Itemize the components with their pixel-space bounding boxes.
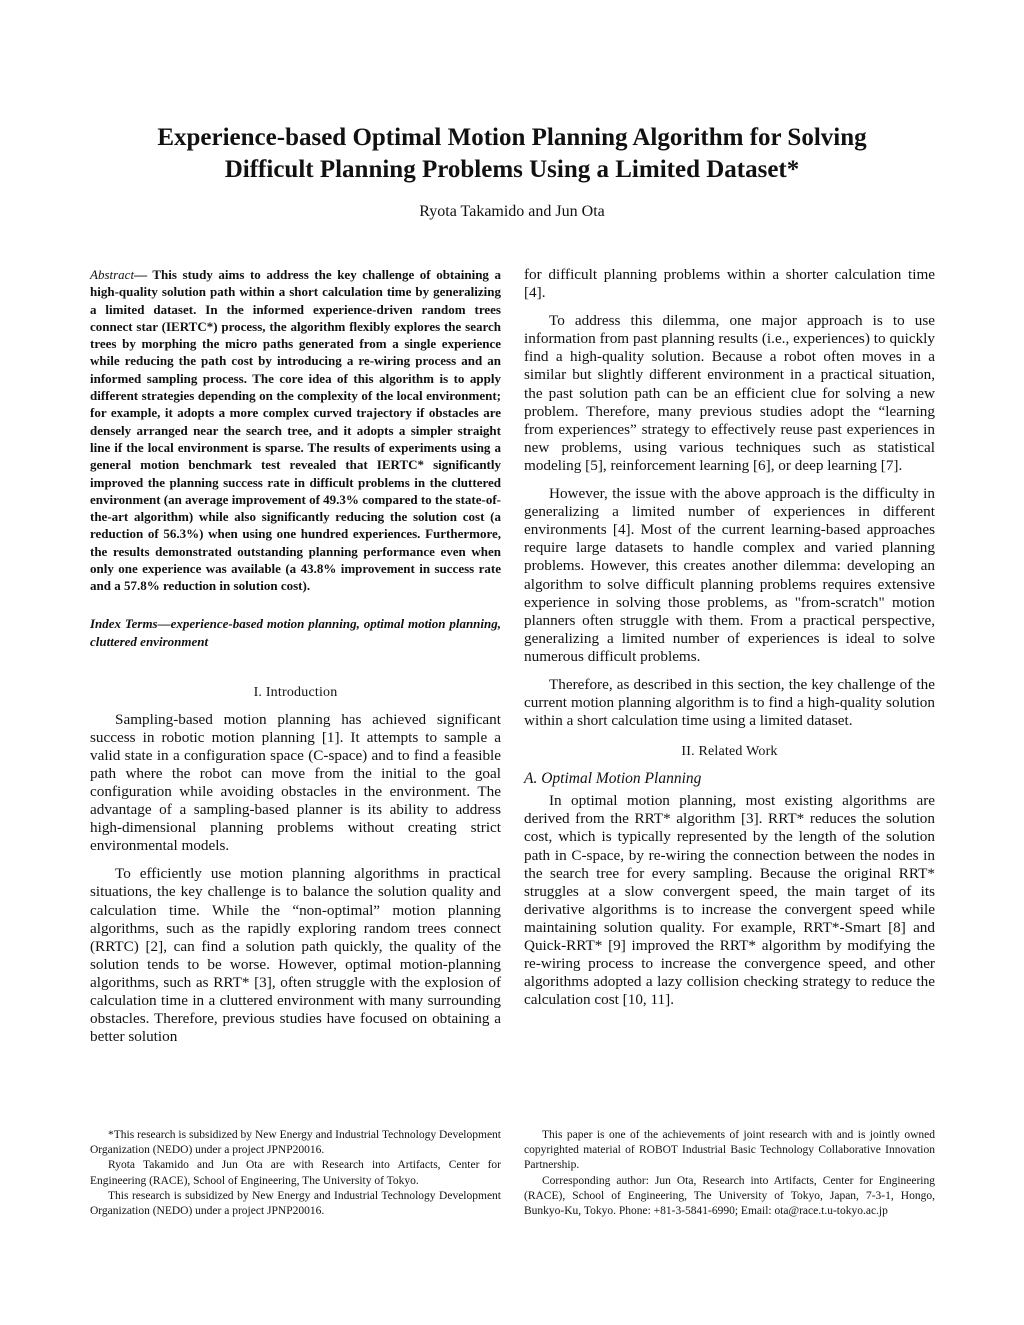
title-line-2: Difficult Planning Problems Using a Limited Dataset*: [224, 156, 800, 183]
section-heading-related-work: II. Related Work: [681, 744, 778, 760]
intro-paragraph-5: Therefore, as described in this section, the key challenge of the current motion planning algorithm is to find a high-quality solution within a short calculation time using a limited dataset.: [524, 675, 935, 730]
footnote-funding: *This research is subsidized by New Energy and Industrial Technology Development Organization (NEDO) under a project JPNP20016.: [90, 1129, 501, 1157]
intro-paragraph-2: To efficiently use motion planning algorithms in practical situations, the key challenge is to balance the solution quality and calculation time. While the “non-optimal” motion planning algorithms, such as the rapidly exploring random trees connect (RRTC) [2], can find a solution path quickly, the quality of the solution tends to be worse. However, optimal motion-planning algorithms, such as RRT* [3], often struggle with the explosion of calculation time in a cluttered environment with many surrounding obstacles. Therefore, previous studies have focused on obtaining a better solution: [90, 865, 501, 1046]
intro-paragraph-4: However, the issue with the above approach is the difficulty in generalizing a limited number of experiences in different environments [4]. Most of the current learning-based approaches require large datasets to handle complex and varied planning problems. However, this creates another dilemma: developing an algorithm to solve difficult planning problems requires extensive experience in solving those problems, as "from-scratch" motion planners often struggle with them. From a practical perspective, generalizing a limited number of experiences is ideal to solve numerous difficult problems.: [524, 485, 935, 665]
related-work-paragraph-1: In optimal motion planning, most existing algorithms are derived from the RRT* algorithm [3]. RRT* reduces the solution cost, which is typically represented by the length of the solution path in C-space, by re-wiring the connection between the nodes in the search tree for every sampling. Because the original RRT* struggles at a slow convergent speed, the main target of its derivative algorithms is to increase the convergent speed while maintaining solution quality. For example, RRT*-Smart [8] and Quick-RRT* [9] improved the RRT* algorithm by modifying the re-wiring process to increase the convergence speed, and other algorithms adopted a lazy collision checking strategy to reduce the calculation cost [10, 11].: [524, 792, 935, 1009]
abstract-text: — This study aims to address the key challenge of obtaining a high-quality solution path within a short calculation time by generalizing a limited dataset. In the informed experience-driven random trees connect star (IERTC*) process, the algorithm flexibly explores the search trees by morphing the micro paths generated from a single experience while reducing the path cost by introducing a re-wiring process and an informed sampling process. The core idea of this algorithm is to apply different strategies depending on the complexity of the local environment; for example, it adopts a more complex curved trajectory if obstacles are densely arranged near the search tree, and it adopts a simpler straight line if the local environment is sparse. The results of experiments using a general motion benchmark test revealed that IERTC* significantly improved the planning success rate in difficult problems in the cluttered environment (an average improvement of 49.3% compared to the state-of-the-art algorithm) while also significantly reducing the solution cost (a reduction of 56.3%) when using one hundred experiences. Furthermore, the results demonstrated outstanding planning performance even when only one experience was available (a 43.8% improvement in success rate and a 57.8% reduction in solution cost).: [90, 267, 501, 594]
footnote-joint-research: This paper is one of the achievements of joint research with and is jointly owned copyrighted material of ROBOT Industrial Basic Technology Collaborative Innovation Partnership.: [524, 1129, 935, 1172]
footnote-affiliation: Ryota Takamido and Jun Ota are with Research into Artifacts, Center for Engineering (RACE), School of Engineering, The University of Tokyo.: [90, 1159, 501, 1187]
index-terms: Index Terms—experience-based motion planning, optimal motion planning, cluttered environment: [90, 615, 501, 649]
left-column: [90, 266, 501, 1056]
footnote-corresponding-author: Corresponding author: Jun Ota, Research into Artifacts, Center for Engineering (RACE), School of Engineering, The University of Tokyo, Japan, 7-3-1, Hongo, Bunkyo-Ku, Tokyo. Phone: +81-3-5841-6990; Email: ota@race.t.u-tokyo.ac.jp: [524, 1174, 935, 1218]
author-list: Ryota Takamido and Jun Ota: [419, 203, 605, 220]
paper-title: [90, 122, 934, 186]
footnotes-right: [524, 1128, 935, 1219]
intro-paragraph-2-continued: for difficult planning problems within a shorter calculation time [4].: [524, 266, 935, 302]
abstract-label: Abstract: [90, 267, 135, 282]
abstract: [90, 266, 501, 595]
intro-paragraph-1: Sampling-based motion planning has achieved significant success in robotic motion planning [1]. It attempts to sample a valid state in a configuration space (C-space) and to find a feasible path where the robot can move from the initial to the goal configuration while avoiding obstacles in the environment. The advantage of a sampling-based planner is its ability to address high-dimensional planning problems without creating strict environmental models.: [90, 710, 501, 855]
footnotes-left: [90, 1128, 501, 1219]
right-column: [524, 266, 935, 1019]
title-line-1: Experience-based Optimal Motion Planning Algorithm for Solving: [157, 124, 867, 151]
section-heading-introduction: I. Introduction: [253, 684, 338, 700]
subsection-heading-optimal-motion-planning: A. Optimal Motion Planning: [524, 770, 702, 788]
intro-paragraph-3: To address this dilemma, one major approach is to use information from past planning results (i.e., experiences) to quickly find a high-quality solution. Because a robot often moves in a similar but slightly different environment in a practical situation, the past solution path can be an efficient clue for solving a new problem. Therefore, many previous studies adopt the “learning from experiences” strategy to effectively reuse past experiences in new problems, using various techniques such as statistical modeling [5], reinforcement learning [6], or deep learning [7].: [524, 312, 935, 474]
footnote-funding-repeat: This research is subsidized by New Energy and Industrial Technology Development Organization (NEDO) under a project JPNP20016.: [90, 1189, 501, 1218]
